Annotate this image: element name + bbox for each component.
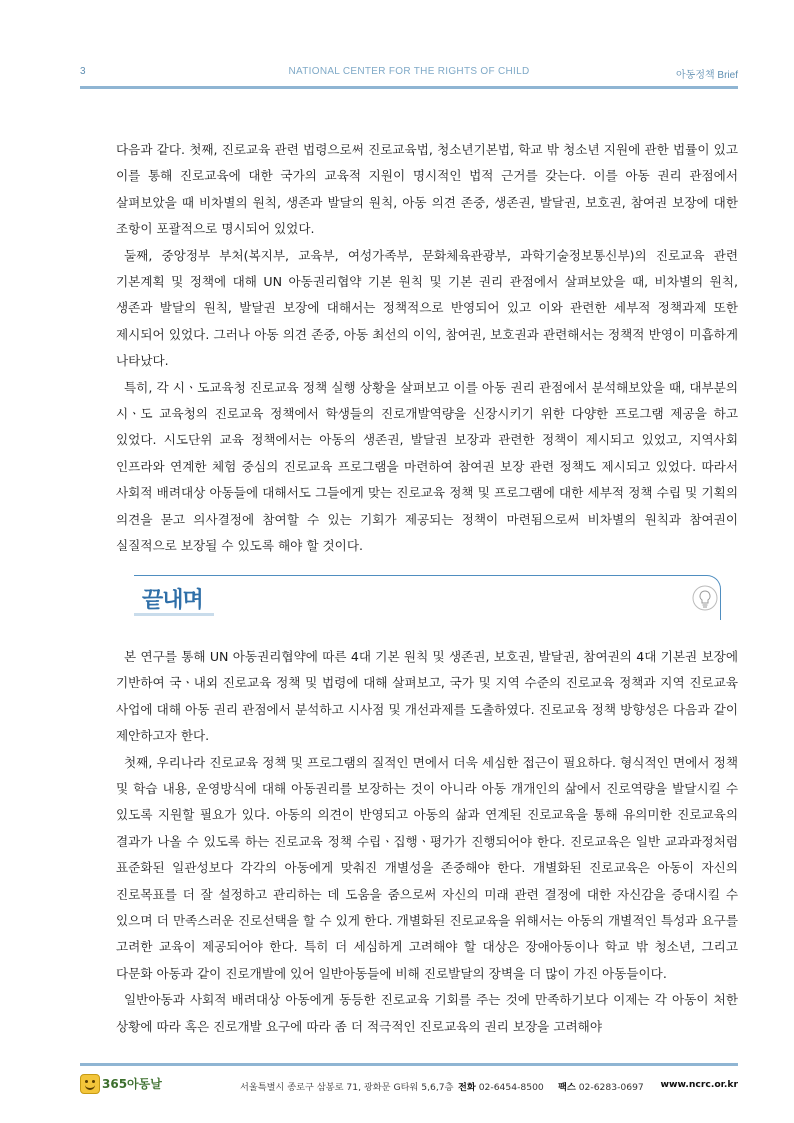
page-number: 3: [80, 66, 86, 77]
footer-website-link[interactable]: www.ncrc.or.kr: [660, 1079, 738, 1090]
fax-label: 팩스: [558, 1082, 576, 1093]
phone-label: 전화: [458, 1082, 476, 1093]
footer-fax: [558, 1079, 644, 1093]
footer-address: 서울특별시 종로구 삼봉로 71, 광화문 G타워 5,6,7층: [240, 1082, 454, 1093]
lightbulb-icon: [692, 585, 718, 615]
header-divider: [80, 86, 738, 89]
logo: [80, 1072, 190, 1096]
logo-text: 365아동날: [102, 1077, 162, 1091]
page-footer: [80, 1072, 738, 1096]
section-heading-frame: [134, 575, 721, 620]
section-heading: [116, 575, 738, 623]
section-title: 끝내며: [142, 588, 203, 613]
publication-title: 아동정책 Brief: [676, 70, 738, 81]
footer-phone: [458, 1079, 544, 1093]
paragraph: 둘째, 중앙정부 부처(복지부, 교육부, 여성가족부, 문화체육관광부, 과학기술정보통신부)의 진로교육 관련 기본계획 및 정책에 대해 UN 아동권리협약 기본 원칙 및 기본 권리 관점에서 살펴보았을 때, 비차별의 원칙, 생존과 발달의 원칙, 발달권 보장에 대해서는 정책적으로 반영되어 있고 이와 관련한 세부적 정책과제 또한 제시되어 있었다. 그러나 아동 의견 존중, 아동 최선의 이익, 참여권, 보호권과 관련해서는 정책적 반영이 미흡하게 나타났다.: [116, 247, 738, 369]
footer-divider: [80, 1063, 738, 1066]
body-section-2: [116, 644, 738, 1040]
phone-number: 02-6454-8500: [478, 1082, 544, 1093]
paragraph: 본 연구를 통해 UN 아동권리협약에 따른 4대 기본 원칙 및 생존권, 보호권, 발달권, 참여권의 4대 기본권 보장에 기반하여 국ㆍ내외 진로교육 정책 및 법령에 대해 살펴보고, 국가 및 지역 수준의 진로교육 정책과 지역 진로교육 사업에 대해 아동 권리 관점에서 분석하고 시사점 및 개선과제를 도출하였다. 진로교육 정책 방향성은 다음과 같이 제안하고자 한다.: [116, 649, 738, 744]
paragraph: 첫째, 우리나라 진로교육 정책 및 프로그램의 질적인 면에서 더욱 세심한 접근이 필요하다. 형식적인 면에서 정책 및 학습 내용, 운영방식에 대해 아동권리를 보장하는 것이 아니라 아동 개개인의 삶에서 진로역량을 발달시킬 수 있도록 지원할 필요가 있다. 아동의 의견이 반영되고 아동의 삶과 연계된 진로교육을 통해 유의미한 진로교육의 결과가 나올 수 있도록 하는 진로교육 정책 수립ㆍ집행ㆍ평가가 진행되어야 한다. 진로교육은 일반 교과과정처럼 표준화된 일관성보다 각각의 아동에게 맞춰진 개별성을 존중해야 한다. 개별화된 진로교육은 아동이 자신의 진로목표를 더 잘 설정하고 관리하는 데 도움을 줌으로써 자신의 미래 관련 결정에 대한 자신감을 증대시킬 수 있으며 더 만족스러운 진로선택을 할 수 있게 한다. 개별화된 진로교육을 위해서는 아동의 개별적인 특성과 요구를 고려한 교육이 제공되어야 한다. 특히 더 세심하게 고려해야 할 대상은 장애아동이나 학교 밖 청소년, 그리고 다문화 아동과 같이 진로개발에 있어 일반아동들에 비해 진로발달의 장벽을 더 많이 가진 아동들이다.: [116, 754, 738, 981]
body-section-1: [116, 137, 738, 560]
page-header: [80, 66, 738, 80]
fax-number: 02-6283-0697: [578, 1082, 644, 1093]
organization-name: NATIONAL CENTER FOR THE RIGHTS OF CHILD: [288, 66, 530, 77]
paragraph: 일반아동과 사회적 배려대상 아동에게 동등한 진로교육 기회를 주는 것에 만족하기보다 이제는 각 아동이 처한 상황에 따라 혹은 진로개발 요구에 따라 좀 더 적극적인 진로교육의 권리 보장을 고려해야: [116, 992, 738, 1034]
smiley-logo-icon: [80, 1074, 100, 1094]
paragraph: 다음과 같다. 첫째, 진로교육 관련 법령으로써 진로교육법, 청소년기본법, 학교 밖 청소년 지원에 관한 법률이 있고 이를 통해 진로교육에 대한 국가의 교육적 지원이 명시적인 법적 근거를 갖는다. 이를 아동 권리 관점에서 살펴보았을 때 비차별의 원칙, 생존과 발달의 원칙, 아동 의견 존중, 생존권, 발달권, 보호권, 참여권 보장에 대한 조항이 포괄적으로 명시되어 있었다.: [116, 142, 738, 237]
paragraph: 특히, 각 시ㆍ도교육청 진로교육 정책 실행 상황을 살펴보고 이를 아동 권리 관점에서 분석해보았을 때, 대부분의 시ㆍ도 교육청의 진로교육 정책에서 학생들의 진로개발역량을 신장시키기 위한 다양한 프로그램 제공을 하고 있었다. 시도단위 교육 정책에서는 아동의 생존권, 발달권 보장과 관련한 정책이 제시되고 있었고, 지역사회 인프라와 연계한 체험 중심의 진로교육 프로그램을 마련하여 참여권 보장 관련 정책도 제시되고 있었다. 따라서 사회적 배려대상 아동들에 대해서도 그들에게 맞는 진로교육 정책 및 프로그램에 대한 세부적 정책 수립 및 기획의 의견을 묻고 의사결정에 참여할 수 있는 기회가 제공되는 정책이 마련됨으로써 비차별의 원칙과 참여권이 실질적으로 보장될 수 있도록 해야 할 것이다.: [116, 379, 738, 554]
